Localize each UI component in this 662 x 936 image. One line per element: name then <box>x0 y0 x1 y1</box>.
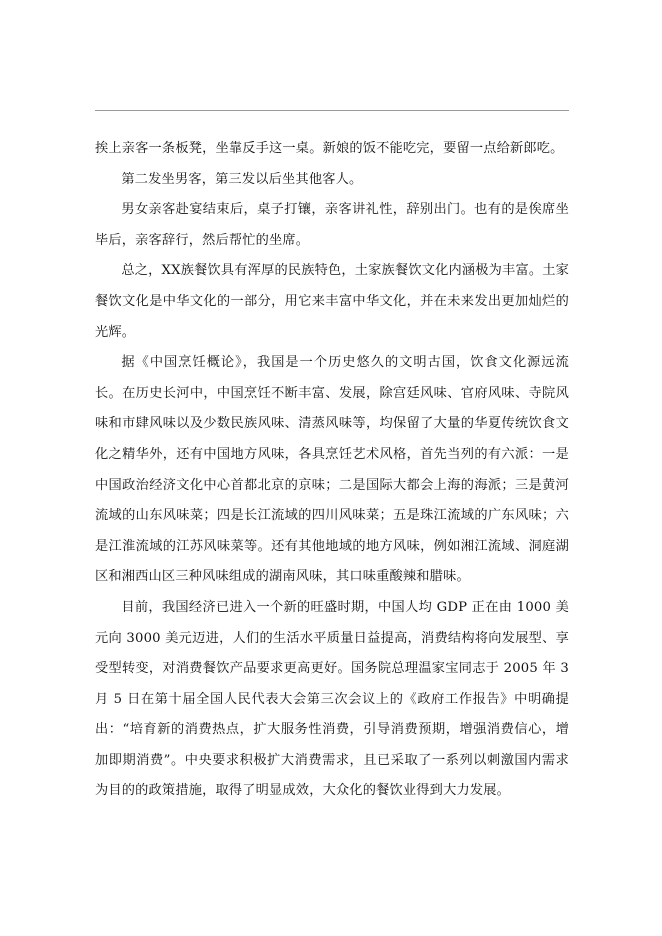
paragraph-continuation: 挨上亲客一条板凳，坐靠反手这一桌。新娘的饭不能吃完，要留一点给新郎吃。 <box>95 141 564 156</box>
paragraph: 目前，我国经济已进入一个新的旺盛时期，中国人均 GDP 正在由 1000 美元向 3000 美元迈进，人们的生活水平质量日益提高，消费结构将向发展型、享受型转变，对消费餐饮产品要求更高更好。国务院总理温家宝同志于 2005 年 3 月 5 日在第十届全国人民代表大会第三次会议上的《政府工作报告》中明确提出：“培育新的消费热点，扩大服务性消费，引导消费预期，增强消费信心，增加即期消费”。中央要求积极扩大消费需求，且已采取了一系列以刺激国内需求为目的的政策措施，取得了明显成效，大众化的餐饮业得到大力发展。 <box>95 599 569 799</box>
paragraph: 第二发坐男客，第三发以后坐其他客人。 <box>121 171 363 187</box>
document-body <box>95 134 569 807</box>
paragraph: 总之，XX族餐饮具有浑厚的民族特色，土家族餐饮文化内涵极为丰富。土家餐饮文化是中华文化的一部分，用它来丰富中华文化，并在未来发出更加灿烂的光辉。 <box>95 263 569 340</box>
paragraph: 男女亲客赴宴结束后，桌子打镶，亲客讲礼性，辞别出门。也有的是俟席坐毕后，亲客辞行，然后帮忙的坐席。 <box>95 202 569 248</box>
paragraph: 据《中国烹饪概论》，我国是一个历史悠久的文明古国，饮食文化源远流长。在历史长河中，中国烹饪不断丰富、发展，除宫廷风味、官府风味、寺院风味和市肆风味以及少数民族风味、清蒸风味等，均保留了大量的华夏传统饮食文化之精华外，还有中国地方风味，各具烹饪艺术风格，首先当列的有六派：一是中国政治经济文化中心首都北京的京味；二是国际大都会上海的海派；三是黄河流域的山东风味菜；四是长江流域的四川风味菜；五是珠江流域的广东风味；六是江淮流域的江苏风味菜等。还有其他地域的地方风味，例如湘江流域、洞庭湖区和湘西山区三种风味组成的湖南风味，其口味重酸辣和腊味。 <box>95 355 569 585</box>
header-rule <box>95 110 569 111</box>
